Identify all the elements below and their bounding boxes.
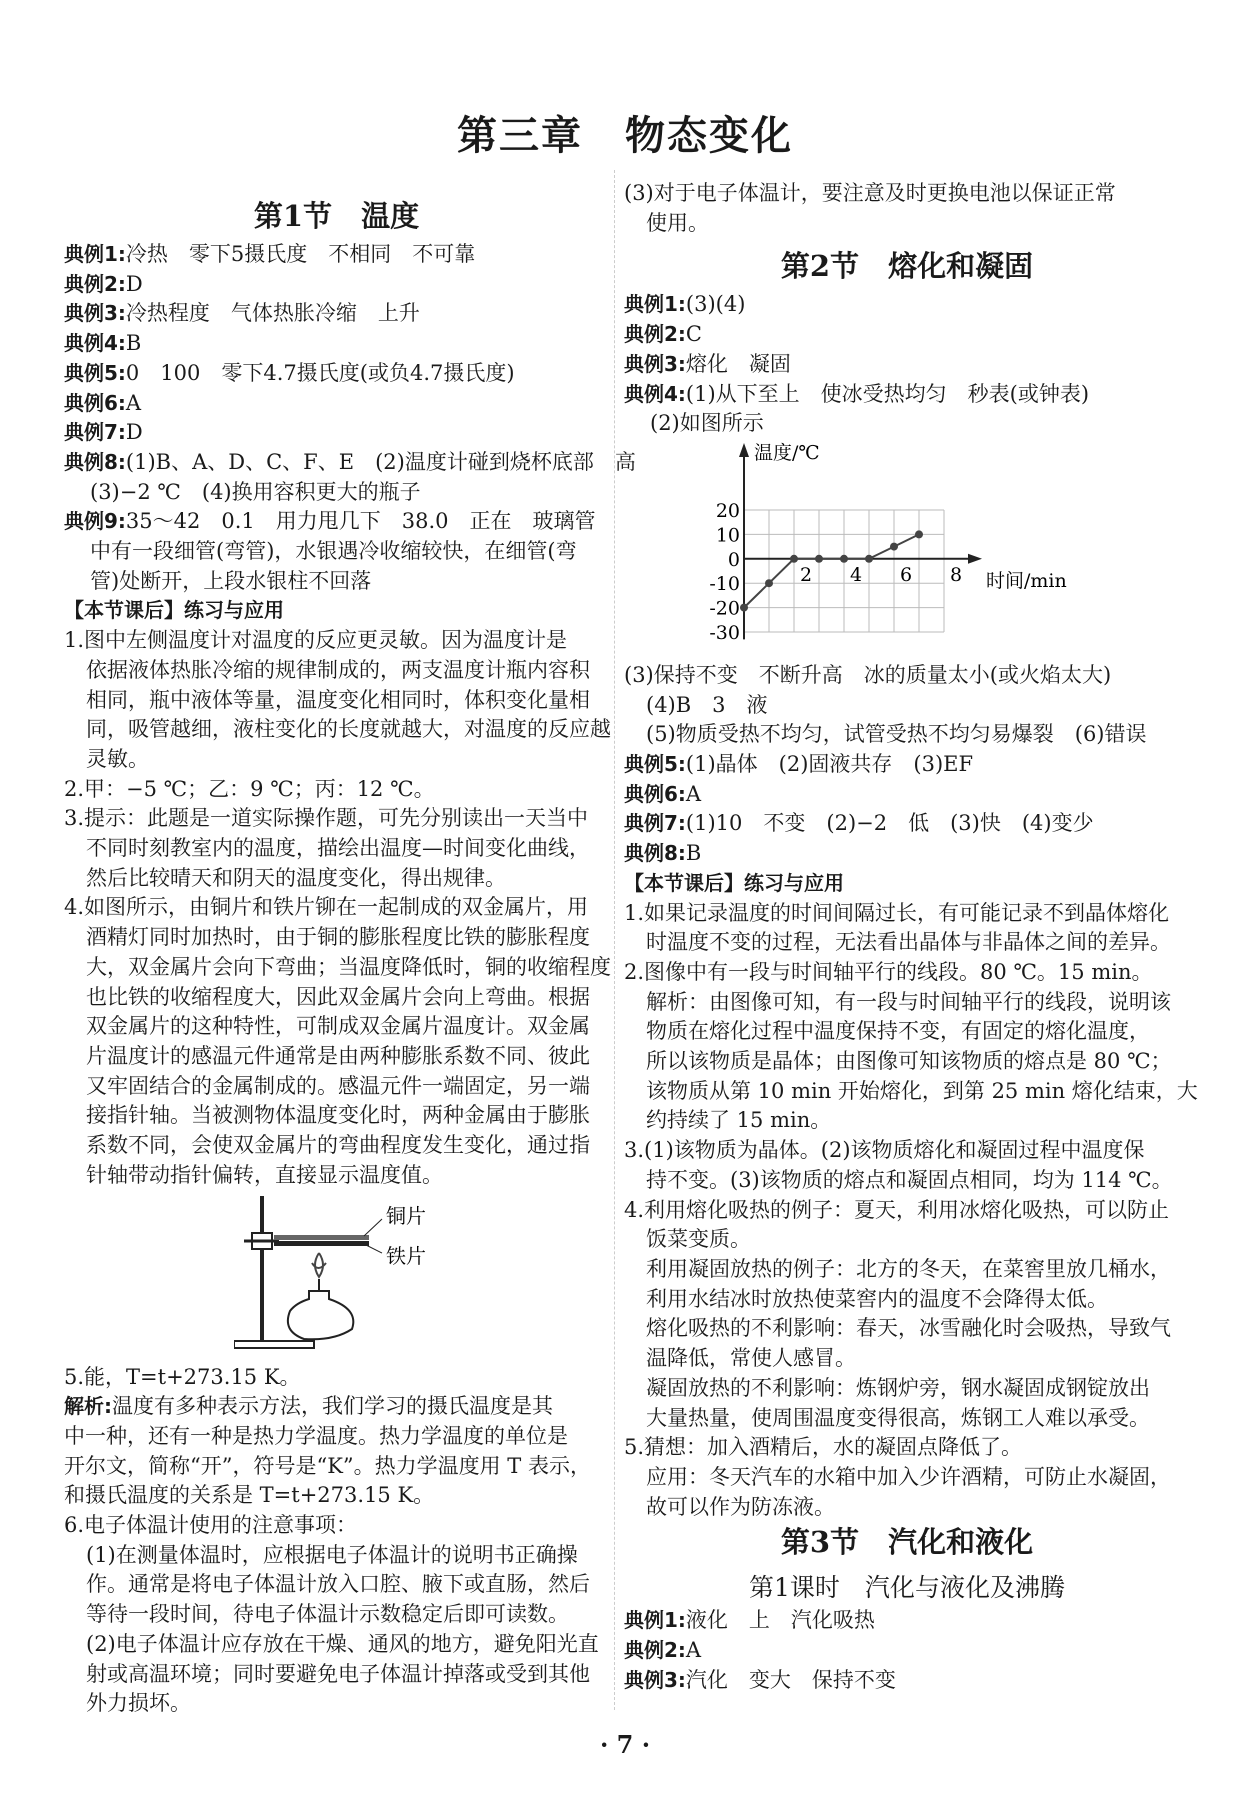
exercise-item (624, 899, 1190, 958)
answer-line (624, 209, 1190, 239)
answer-text: 等待一段时间，待电子体温计示数稳定后即可读数。 (86, 1602, 569, 1627)
answer-line (64, 1541, 609, 1571)
lesson-heading: 第1课时 汽化与液化及沸腾 (749, 1573, 1065, 1603)
example-label: 典例1: (624, 292, 686, 317)
temperature-time-chart (664, 435, 1084, 685)
answer-line (624, 320, 1190, 350)
answer-text: 图中左侧温度计对温度的反应更灵敏。因为温度计是 (84, 628, 568, 653)
answer-line (624, 1077, 1198, 1107)
answer-text: A (685, 1638, 702, 1663)
answer-text: 所以该物质是晶体；由图像可知该物质的熔点是 80 ℃； (646, 1049, 1172, 1074)
answer-line (64, 834, 609, 864)
answer-line (64, 478, 609, 508)
y-tick-label: 20 (715, 499, 740, 522)
example-answer (624, 1606, 1190, 1636)
answer-line (64, 1042, 609, 1072)
leader-line (364, 1244, 382, 1253)
example-label: 典例3: (624, 351, 686, 376)
example-label: 【本节课后】练习与应用 (624, 870, 844, 895)
answer-text: A (125, 390, 142, 415)
answer-line (624, 1374, 1190, 1404)
x-tick-label: 8 (950, 563, 963, 586)
example-answer (624, 1636, 1190, 1666)
answer-text: 冷热 零下5摄氏度 不相同 不可靠 (125, 242, 476, 266)
answer-text: 熔化吸热的不利影响：春天，冰雪融化时会吸热，导致气 (646, 1316, 1171, 1341)
answer-text: 液化 上 汽化吸热 (685, 1608, 875, 1633)
answer-line (624, 1285, 1190, 1315)
example-label: 典例6: (624, 781, 686, 806)
answer-line (624, 899, 1190, 929)
exercise-item (624, 958, 1198, 1136)
answer-line (624, 928, 1190, 958)
answer-line (64, 1422, 609, 1452)
column-divider (614, 170, 615, 1710)
answer-text: 物质在熔化过程中温度保持不变，有固定的熔化温度， (646, 1019, 1150, 1044)
answer-line (64, 567, 609, 597)
data-point (840, 555, 848, 563)
example-label: 典例7: (64, 420, 126, 445)
item-number: 5. (64, 1364, 85, 1389)
page-number: · 7 · (599, 1730, 651, 1759)
exercise-item (624, 1196, 1190, 1434)
answer-text: 该物质从第 10 min 开始熔化，到第 25 min 熔化结束，大 (646, 1078, 1198, 1103)
answer-text: 系数不同，会使双金属片的弯曲程度发生变化，通过指 (86, 1133, 590, 1158)
answer-line (64, 1481, 609, 1511)
answer-text: 图像中有一段与时间轴平行的线段。80 ℃。15 min。 (644, 959, 1153, 984)
answer-line (64, 448, 636, 478)
answer-text: 大量热量，使周围温度变得很高，炼钢工人难以承受。 (646, 1405, 1150, 1430)
answer-line (64, 953, 609, 983)
answer-text: 相同，瓶中液体等量，温度变化相同时，体积变化量相 (86, 687, 590, 712)
example-label: 典例1: (64, 242, 126, 266)
answer-line (624, 1136, 1190, 1166)
answer-line (64, 1012, 609, 1042)
answer-line (624, 869, 1190, 899)
answer-line (64, 804, 609, 834)
x-tick-label: 6 (900, 563, 913, 586)
data-point (865, 555, 873, 563)
answer-text: (1)晶体 (2)固液共存 (3)EF (685, 752, 974, 777)
item-number: 2. (64, 776, 85, 801)
exercise-item (624, 179, 1190, 238)
answer-text: 如图所示，由铜片和铁片铆在一起制成的双金属片，用 (84, 895, 589, 920)
answer-text: 又牢固结合的金属制成的。感温元件一端固定，另一端 (86, 1073, 590, 1098)
item-number: 6. (64, 1513, 85, 1538)
answer-line (624, 780, 1190, 810)
example-answer (64, 596, 609, 626)
x-tick-label: 4 (850, 563, 863, 586)
example-label: 典例7: (624, 811, 686, 836)
answer-text: 温降低，常使人感冒。 (646, 1346, 856, 1371)
example-answer (624, 350, 1190, 380)
alcohol-lamp (288, 1291, 353, 1339)
data-point (765, 579, 773, 587)
item-number: 3. (64, 806, 85, 831)
answer-line (64, 1161, 609, 1191)
answer-text: 如果记录温度的时间间隔过长，有可能记录不到晶体熔化 (644, 900, 1170, 925)
example-answer (64, 270, 609, 300)
example-answer (64, 507, 609, 596)
answer-line (624, 1606, 1190, 1636)
answer-text: 提示：此题是一道实际操作题，可先分别读出一天当中 (84, 806, 589, 831)
answer-line (64, 1660, 609, 1690)
answer-line (624, 1017, 1190, 1047)
item-number: 1. (64, 628, 85, 653)
answer-line (624, 1225, 1190, 1255)
answer-text: 管)处断开，上段水银柱不回落 (90, 568, 372, 593)
data-point (740, 604, 748, 612)
example-label: 【本节课后】练习与应用 (64, 598, 284, 623)
answer-line (624, 1047, 1190, 1077)
data-point (890, 543, 898, 551)
answer-text: 解析：由图像可知，有一段与时间轴平行的线段，说明该 (646, 989, 1171, 1014)
answer-line (624, 1433, 1190, 1463)
answer-text: B (125, 331, 142, 356)
answer-line (64, 893, 609, 923)
answer-text: 中一种，还有一种是热力学温度。热力学温度的单位是 (64, 1423, 568, 1448)
data-point (815, 555, 823, 563)
answer-text: 应用：冬天汽车的水箱中加入少许酒精，可防止水凝固， (646, 1464, 1171, 1489)
example-label: 典例1: (624, 1608, 686, 1633)
answer-text: 冷热程度 气体热胀冷缩 上升 (125, 301, 420, 326)
answer-text: 猜想：加入酒精后，水的凝固点降低了。 (644, 1435, 1023, 1460)
example-label: 典例2: (624, 1638, 686, 1663)
answer-line (624, 290, 1190, 320)
answer-text: 中有一段细管(弯管)，水银遇冷收缩较快，在细管(弯 (90, 539, 577, 564)
answer-line (64, 359, 609, 389)
answer-line (64, 715, 609, 745)
answer-line (624, 958, 1190, 988)
answer-line (624, 720, 1190, 750)
x-tick-label: 2 (800, 563, 813, 586)
answer-text: (1)B、A、D、C、F、E (2)温度计碰到烧杯底部 高 (125, 449, 636, 474)
iron-strip (274, 1241, 369, 1246)
answer-text: C (685, 322, 702, 347)
item-number: 4. (64, 895, 85, 920)
answer-text: 持不变。(3)该物质的熔点和凝固点相同，均为 114 ℃。 (646, 1167, 1173, 1192)
example-answer (624, 780, 1190, 810)
answer-line (64, 1511, 609, 1541)
example-answer (64, 389, 609, 419)
answer-line (624, 350, 1190, 380)
answer-text: 电子体温计使用的注意事项： (84, 1513, 358, 1538)
example-label: 典例9: (64, 509, 126, 534)
chart-figure (664, 435, 1190, 661)
answer-line (624, 179, 1190, 209)
answer-line (624, 380, 1190, 410)
left-column (64, 196, 636, 1719)
chapter-title: 第三章 物态变化 (457, 112, 793, 159)
answer-text: (3)保持不变 不断升高 冰的质量太小(或火焰太大) (624, 662, 1112, 687)
answer-text: 酒精灯同时加热时，由于铜的膨胀程度比铁的膨胀程度 (86, 925, 590, 950)
y-axis-arrow (739, 443, 749, 457)
answer-text: 同，吸管越细，液柱变化的长度就越大，对温度的反应越 (86, 717, 611, 742)
item-number: 2. (624, 959, 645, 984)
answer-text: 然后比较晴天和阴天的温度变化，得出规律。 (86, 865, 506, 890)
item-number: 1. (624, 900, 645, 925)
example-answer (64, 1392, 609, 1511)
answer-text: A (685, 781, 702, 806)
example-answer (624, 809, 1190, 839)
x-axis-arrow (968, 554, 982, 564)
example-label: 典例3: (64, 301, 126, 326)
y-tick-label: 10 (715, 524, 740, 547)
answer-line (624, 1493, 1190, 1523)
answer-line (64, 1630, 609, 1660)
answer-text: 作。通常是将电子体温计放入口腔、腋下或直肠，然后 (86, 1572, 590, 1597)
exercise-item (624, 1136, 1190, 1195)
answer-text: (1)该物质为晶体。(2)该物质熔化和凝固过程中温度保 (644, 1138, 1145, 1163)
example-answer (624, 750, 1190, 780)
example-answer (624, 290, 1190, 320)
answer-text: 开尔文，简称“开”，符号是“K”。热力学温度用 T 表示， (64, 1453, 591, 1478)
answer-line (624, 1666, 1190, 1696)
answer-line (64, 686, 609, 716)
answer-text: (3)(4) (685, 292, 746, 317)
answer-text: 甲：−5 ℃；乙：9 ℃；丙：12 ℃。 (84, 776, 435, 801)
answer-text: (4)B 3 液 (646, 692, 768, 717)
answer-line (64, 270, 609, 300)
answer-text: 使用。 (646, 210, 709, 235)
example-answer (64, 329, 609, 359)
answer-line (64, 1101, 609, 1131)
answer-text: 针轴带动指针偏转，直接显示温度值。 (86, 1162, 443, 1187)
answer-text: 故可以作为防冻液。 (646, 1494, 835, 1519)
example-answer (624, 380, 1190, 439)
example-label: 典例2: (624, 322, 686, 347)
answer-text: 射或高温环境；同时要避免电子体温计掉落或受到其他 (86, 1661, 590, 1686)
answer-line (64, 1072, 609, 1102)
section-heading: 第3节 汽化和液化 (780, 1525, 1034, 1560)
answer-line (624, 750, 1190, 780)
answer-line (64, 537, 609, 567)
answer-text: (3)对于电子体温计，要注意及时更换电池以保证正常 (624, 181, 1116, 205)
y-tick-label: 0 (727, 548, 740, 571)
y-tick-label: -20 (709, 597, 740, 620)
answer-line (64, 1392, 609, 1422)
answer-line (64, 1600, 609, 1630)
exercise-item (64, 1363, 609, 1393)
answer-text: 片温度计的感温元件通常是由两种膨胀系数不同、彼此 (86, 1043, 590, 1068)
answer-text: 灵敏。 (86, 746, 149, 771)
answer-line (64, 775, 609, 805)
example-label: 典例5: (64, 360, 126, 385)
flame (312, 1253, 326, 1277)
answer-line (64, 745, 609, 775)
example-label: 典例5: (624, 752, 686, 777)
answer-text: (3)−2 ℃ (4)换用容积更大的瓶子 (90, 479, 421, 504)
answer-line (64, 983, 609, 1013)
answer-line (64, 329, 609, 359)
example-answer (624, 1666, 1190, 1696)
answer-line (64, 596, 609, 626)
copper-label: 铜片 (386, 1203, 426, 1228)
answer-line (624, 1106, 1190, 1136)
answer-text: 也比铁的收缩程度大，因此双金属片会向上弯曲。根据 (86, 984, 590, 1009)
answer-text: (5)物质受热不均匀，试管受热不均匀易爆裂 (6)错误 (646, 722, 1147, 747)
answer-text: 不同时刻教室内的温度，描绘出温度—时间变化曲线， (86, 836, 590, 861)
example-label: 典例3: (624, 1667, 686, 1692)
answer-line (624, 1463, 1190, 1493)
answer-text: 能，T=t+273.15 K。 (84, 1364, 301, 1389)
answer-text: 利用凝固放热的例子：北方的冬天，在菜窖里放几桶水， (646, 1256, 1171, 1281)
answer-line (64, 923, 609, 953)
answer-text: 凝固放热的不利影响：炼钢炉旁，钢水凝固成钢锭放出 (646, 1375, 1150, 1400)
example-answer (64, 359, 609, 389)
example-label: 典例4: (64, 331, 126, 356)
answer-line (64, 389, 609, 419)
answer-text: 约持续了 15 min。 (646, 1108, 832, 1133)
example-label: 典例4: (624, 381, 686, 406)
item-number: 5. (624, 1435, 645, 1460)
y-axis-label: 温度/℃ (754, 441, 820, 464)
x-axis-label: 时间/min (986, 569, 1067, 592)
example-label: 典例6: (64, 390, 126, 415)
exercise-item (624, 1433, 1190, 1522)
answer-line (64, 1131, 609, 1161)
y-tick-label: -30 (709, 621, 740, 644)
answer-text: 和摄氏温度的关系是 T=t+273.15 K。 (64, 1483, 435, 1508)
example-answer (64, 299, 609, 329)
answer-text: 温度有多种表示方法，我们学习的摄氏温度是其 (112, 1394, 553, 1419)
answer-text: 35～42 0.1 用力甩几下 38.0 正在 玻璃管 (125, 509, 596, 534)
example-answer (64, 418, 609, 448)
example-answer (64, 240, 609, 270)
iron-label: 铁片 (386, 1243, 426, 1268)
answer-text: D (125, 420, 143, 445)
answer-text: 外力损坏。 (86, 1691, 191, 1716)
item-number: 3. (624, 1138, 645, 1163)
copper-strip (274, 1235, 369, 1240)
answer-line (624, 809, 1190, 839)
answer-line (624, 988, 1190, 1018)
answer-line (624, 691, 1190, 721)
example-answer (64, 448, 636, 507)
answer-text: 依据液体热胀冷缩的规律制成的，两支温度计瓶内容积 (86, 657, 590, 682)
answer-text: (1)10 不变 (2)−2 低 (3)快 (4)变少 (685, 811, 1094, 836)
exercise-item (64, 893, 609, 1190)
answer-line (64, 864, 609, 894)
answer-line (624, 1404, 1190, 1434)
answer-text: 大，双金属片会向下弯曲；当温度降低时，铜的收缩程度 (86, 954, 611, 979)
exercise-item (64, 1511, 609, 1719)
answer-text: 熔化 凝固 (685, 351, 791, 376)
stand-base (234, 1341, 314, 1348)
answer-line (64, 1363, 609, 1393)
answer-line (64, 626, 609, 656)
answer-line (64, 507, 609, 537)
answer-line (64, 299, 609, 329)
example-label: 典例8: (624, 841, 686, 866)
answer-text: 接指针轴。当被测物体温度变化时，两种金属由于膨胀 (86, 1103, 590, 1128)
exercise-item (64, 626, 609, 775)
answer-line (64, 1570, 609, 1600)
answer-line (624, 839, 1190, 869)
answer-text: (1)在测量体温时，应根据电子体温计的说明书正确操 (86, 1542, 578, 1567)
answer-text: 双金属片的这种特性，可制成双金属片温度计。双金属 (86, 1014, 590, 1039)
answer-line (64, 240, 609, 270)
answer-text: 利用熔化吸热的例子：夏天，利用冰熔化吸热，可以防止 (644, 1197, 1170, 1222)
answer-line (624, 1314, 1190, 1344)
example-label: 典例2: (64, 271, 126, 296)
example-answer (624, 869, 1190, 899)
answer-text: 0 100 零下4.7摄氏度(或负4.7摄氏度) (125, 360, 515, 385)
example-answer (624, 839, 1190, 869)
bimetal-apparatus-figure (234, 1191, 609, 1363)
answer-text: 汽化 变大 保持不变 (685, 1667, 896, 1692)
answer-text: 饭菜变质。 (646, 1227, 751, 1252)
answer-line (624, 1196, 1190, 1226)
data-point (915, 530, 923, 538)
exercise-item (64, 804, 609, 893)
answer-text: 利用水结冰时放热使菜窖内的温度不会降得太低。 (646, 1286, 1108, 1311)
answer-line (624, 1166, 1190, 1196)
section-heading: 第2节 熔化和凝固 (780, 249, 1034, 284)
answer-text: B (685, 841, 702, 866)
bimetal-apparatus-diagram (234, 1191, 494, 1356)
answer-line (624, 1636, 1190, 1666)
example-label: 解析: (64, 1394, 112, 1419)
answer-text: (2)如图所示 (650, 411, 764, 436)
leader-line (364, 1219, 382, 1236)
example-answer (624, 320, 1190, 350)
item-number: 4. (624, 1197, 645, 1222)
answer-line (64, 656, 609, 686)
example-label: 典例8: (64, 449, 126, 474)
answer-text: 时温度不变的过程，无法看出晶体与非晶体之间的差异。 (646, 930, 1171, 955)
y-tick-label: -10 (709, 573, 740, 596)
answer-text: (2)电子体温计应存放在干燥、通风的地方，避免阳光直 (86, 1631, 599, 1656)
answer-text: D (125, 271, 143, 296)
answer-text: (1)从下至上 使冰受热均匀 秒表(或钟表) (685, 381, 1090, 406)
answer-line (64, 1689, 609, 1719)
section-heading: 第1节 温度 (253, 199, 420, 233)
answer-line (624, 1255, 1190, 1285)
answer-line (64, 1452, 609, 1482)
data-point (790, 555, 798, 563)
answer-line (624, 1344, 1190, 1374)
exercise-item (64, 775, 609, 805)
answer-line (64, 418, 609, 448)
right-column (624, 179, 1198, 1695)
